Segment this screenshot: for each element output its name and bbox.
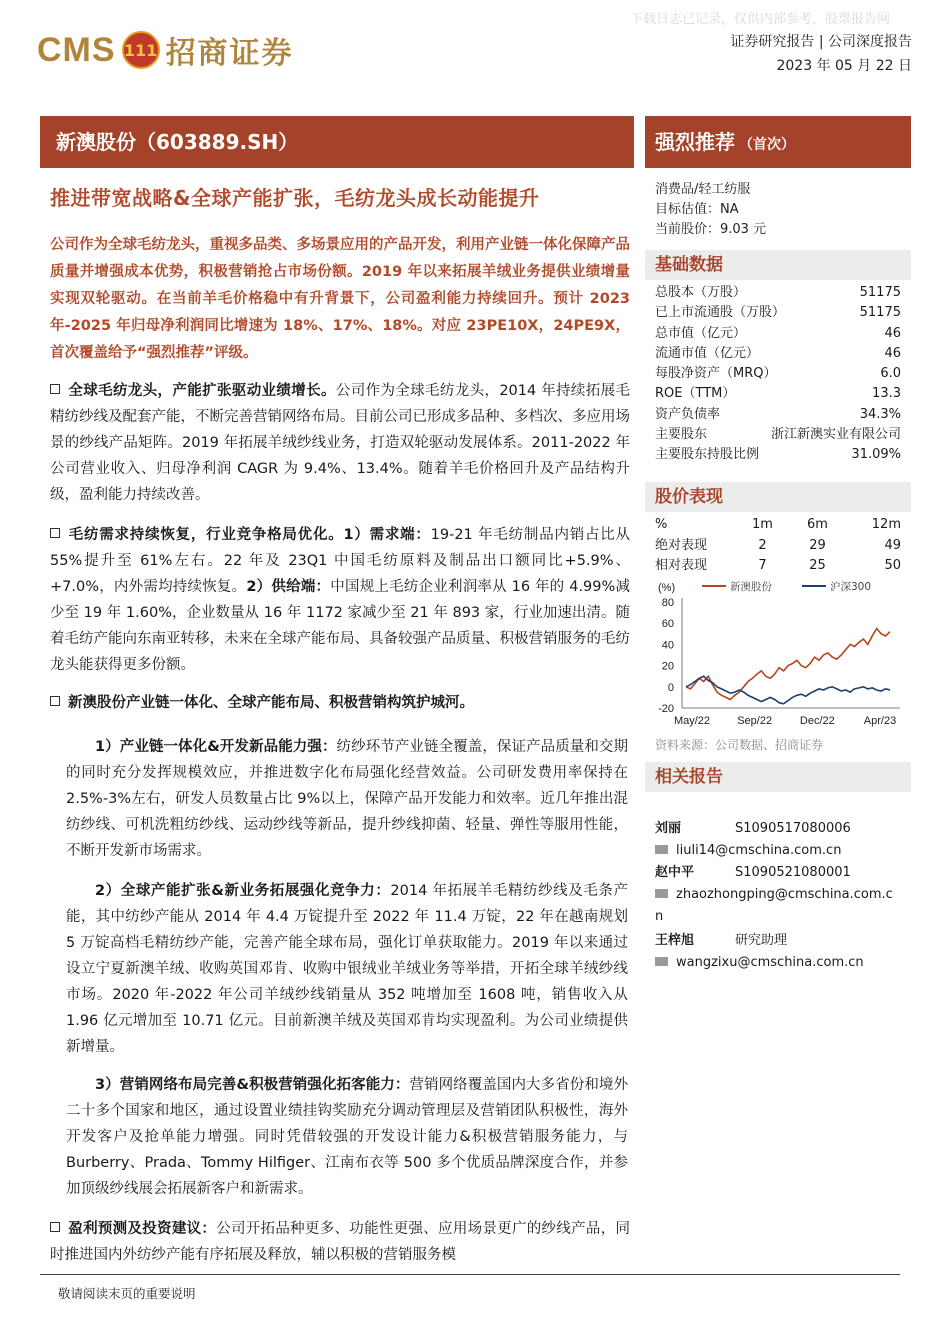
para-text: 纺纱环节产业链全覆盖，保证产品质量和交期的同时充分发挥规模效应，并推进数字化布局强化经营效益。公司研发费用率保持在 2.5%-3%左右，研发人员数量占比 9%以上，保障产品开发能力和效率。近几年推出混纺纱线、可机洗粗纺纱线、运动纱线等新品，提升纱线抑菌、轻量、弹性等服用性能，不断开发新市场需求。 bbox=[66, 739, 629, 859]
analyst-name: 刘丽 bbox=[655, 821, 682, 836]
table-cell: 50 bbox=[884, 558, 901, 573]
table-cell: 绝对表现 bbox=[655, 537, 708, 553]
bullet-head: 全球毛纺龙头，产能扩张驱动业绩增长。 bbox=[68, 383, 336, 399]
bullet-text: 公司作为全球毛纺龙头，2014 年持续拓展毛精纺纱线及配套产能，不断完善营销网络布局。目前公司已形成多品种、多档次、多应用场景的纱线产品矩阵。2019 年拓展羊绒纱线业务，打造双轮驱动发展体系。2011-2022 年公司营业收入、归母净利润 CAGR 为 9.4%、13.4%。随着羊毛价格回升及产品结构升级，盈利能力持续改善。 bbox=[50, 383, 630, 503]
kv-key: 主要股东 bbox=[655, 427, 708, 443]
legend-label: 新澳股份 bbox=[730, 581, 772, 593]
chart-source: 资料来源：公司数据、招商证券 bbox=[655, 738, 824, 752]
kv-key: 资产负债率 bbox=[655, 406, 721, 422]
basic-data-table bbox=[655, 283, 901, 466]
rating-note: （首次） bbox=[739, 137, 795, 153]
kv-value: 浙江新澳实业有限公司 bbox=[770, 427, 901, 443]
bullet-sub-head: 1）需求端： bbox=[343, 527, 431, 543]
logo-cms-text: CMS bbox=[37, 30, 116, 69]
sidebar-info bbox=[655, 180, 766, 240]
bullet-moat bbox=[50, 690, 630, 716]
analyst-role: 研究助理 bbox=[735, 933, 788, 948]
bullet-text: 中国规上毛纺企业利润率从 16 年的 4.99%减少至 19 年 1.60%，企业数量从 16 年 1172 家减少至 21 年 893 家，行业加速出清。随着毛纺产能向东南亚转移，未来在全球产能布局、具备较强产品质量、积极营销服务的毛纺龙头能获得更多份额。 bbox=[50, 579, 630, 673]
report-type: 证券研究报告 bbox=[730, 34, 815, 50]
report-summary: 公司作为全球毛纺龙头，重视多品类、多场景应用的产品开发，利用产业链一体化保障产品质量并增强成本优势，积极营销抢占市场份额。2019 年以来拓展羊绒业务提供业绩增量实现双轮驱动。在当前羊毛价格稳中有升背景下，公司盈利能力持续回升。预计 2023 年-2025 年归母净利润同比增速为 18%、17%、18%。对应 23PE10X，24PE9X，首次覆盖给予“强烈推荐”评级。 bbox=[50, 237, 630, 361]
analyst-email[interactable]: zhaozhongping@cmschina.com.cn bbox=[655, 887, 893, 924]
bullet-sub-head: 2）供给端： bbox=[246, 579, 331, 595]
price-performance-heading: 股价表现 bbox=[645, 482, 911, 512]
bullet-text: 19-21 年毛纺制品内销占比从 55%提升至 61%左右。22 年及 23Q1 中国毛纺原料及制品出口额同比+5.9%、+7.0%，内外需均持续恢复。 bbox=[50, 527, 630, 595]
table-row bbox=[655, 344, 901, 364]
table-cell: 29 bbox=[809, 537, 826, 553]
para-head: 1）产业链一体化&开发新品能力强： bbox=[95, 739, 337, 755]
report-date: 2023 年 05 月 22 日 bbox=[776, 58, 912, 74]
kv-value: 46 bbox=[884, 325, 901, 341]
y-tick-label: -20 bbox=[658, 703, 674, 715]
logo-badge-icon: 111 bbox=[122, 31, 160, 69]
analyst-id: S1090517080006 bbox=[735, 821, 851, 836]
current-price: 当前股价：9.03 元 bbox=[655, 222, 767, 237]
bullet-head: 盈利预测及投资建议： bbox=[68, 1221, 217, 1237]
para-text: 2014 年拓展羊毛精纺纱线及毛条产能，其中纺纱产能从 2014 年 4.4 万锭提升至 2022 年 11.4 万锭，22 年在越南规划 5 万锭高档毛精纺纱产能，完善产能全球布局，强化订单获取能力。2019 年以来通过设立宁夏新澳羊绒、收购英国邓肯、收购中银绒业羊绒业务等举措，开拓全球羊绒纱线市场。2020 年-2022 年公司羊绒纱线销量从 352 吨增加至 1608 吨，销售收入从 1.96 亿元增加至 10.71 亿元。目前新澳羊绒及英国邓肯均实现盈利。为公司业绩提供新增量。 bbox=[66, 883, 628, 1055]
kv-value: 6.0 bbox=[880, 366, 901, 382]
table-row bbox=[655, 303, 901, 323]
table-header-cell: 12m bbox=[871, 517, 901, 532]
table-header-cell: 6m bbox=[807, 517, 828, 532]
kv-value: 13.3 bbox=[872, 386, 901, 402]
company-logo bbox=[37, 30, 294, 70]
report-kind: 公司深度报告 bbox=[828, 34, 912, 50]
kv-key: 已上市流通股（万股） bbox=[655, 305, 786, 321]
table-row bbox=[655, 283, 901, 303]
kv-key: 每股净资产（MRQ） bbox=[655, 366, 777, 382]
y-axis-label: (%) bbox=[658, 582, 676, 594]
basic-data-heading: 基础数据 bbox=[645, 250, 911, 280]
kv-value: 51175 bbox=[859, 285, 901, 300]
stock-title-bar: 新澳股份（603889.SH） bbox=[40, 116, 634, 168]
table-row bbox=[655, 405, 901, 425]
bullet-head: 新澳股份产业链一体化、全球产能布局、积极营销构筑护城河。 bbox=[68, 695, 474, 711]
mail-icon bbox=[655, 889, 668, 898]
kv-value: 34.3% bbox=[859, 406, 901, 422]
table-row bbox=[655, 324, 901, 344]
analyst-id: S1090521080001 bbox=[735, 865, 851, 880]
x-tick-label: Dec/22 bbox=[799, 715, 835, 727]
x-tick-label: Sep/22 bbox=[737, 715, 773, 727]
bullet-demand bbox=[50, 522, 630, 678]
report-headline: 推进带宽战略&全球产能扩张，毛纺龙头成长动能提升 bbox=[50, 186, 540, 210]
para-integration bbox=[66, 734, 628, 864]
y-tick-label: 0 bbox=[667, 681, 674, 694]
related-reports-heading: 相关报告 bbox=[645, 762, 911, 792]
para-capacity bbox=[66, 878, 628, 1060]
bullet-text: 公司开拓品种更多、功能性更强、应用场景更广的纱线产品，同时推进国内外纺纱产能有序拓展及释放，辅以积极的营销服务模 bbox=[50, 1221, 631, 1263]
kv-key: 流通市值（亿元） bbox=[655, 345, 760, 361]
kv-value: 51175 bbox=[859, 305, 901, 321]
bullet-leader bbox=[50, 378, 630, 508]
kv-key: 总市值（亿元） bbox=[655, 325, 747, 341]
analyst-email[interactable]: wangzixu@cmschina.com.cn bbox=[676, 955, 864, 970]
checkbox-bullet-icon bbox=[50, 1222, 60, 1232]
rating-bar bbox=[645, 116, 911, 168]
para-text: 营销网络覆盖国内大多省份和境外二十多个国家和地区，通过设置业绩挂钩奖励充分调动管理层及营销团队积极性，海外开发客户及抢单能力增强。同时凭借较强的开发设计能力&积极营销服务能力，与 Burberry、Prada、Tommy Hilfiger、江南布衣等 500 多个优质品牌深度合作，并参加顶级纱线展会拓展新客户和新需求。 bbox=[66, 1077, 629, 1197]
table-cell: 7 bbox=[758, 558, 767, 573]
checkbox-bullet-icon bbox=[50, 528, 60, 538]
mail-icon bbox=[655, 957, 668, 966]
legend-label: 沪深300 bbox=[830, 581, 872, 593]
x-tick-label: May/22 bbox=[673, 715, 711, 727]
analyst-name: 王梓旭 bbox=[655, 933, 695, 948]
industry: 消费品/轻工纺服 bbox=[655, 182, 751, 197]
checkbox-bullet-icon bbox=[50, 384, 60, 394]
price-chart bbox=[650, 576, 906, 732]
analyst-name: 赵中平 bbox=[655, 865, 695, 880]
logo-cn-text: 招商证券 bbox=[165, 36, 294, 71]
report-header-meta: 证券研究报告 | 公司深度报告 2023 年 05 月 22 日 bbox=[730, 30, 912, 78]
x-tick-label: Apr/23 bbox=[863, 715, 897, 727]
para-head: 3）营销网络布局完善&积极营销强化拓客能力： bbox=[95, 1077, 410, 1093]
series-line bbox=[686, 629, 890, 700]
y-tick-label: 40 bbox=[661, 639, 674, 652]
table-row bbox=[655, 536, 901, 557]
kv-value: 46 bbox=[884, 345, 901, 361]
footer-divider bbox=[40, 1274, 900, 1275]
table-cell: 2 bbox=[758, 537, 767, 553]
table-row bbox=[655, 384, 901, 404]
y-tick-label: 80 bbox=[661, 597, 674, 609]
analyst-block bbox=[655, 818, 905, 974]
watermark-text: 下载日志已记录，仅供内部参考，股票报告网 bbox=[630, 12, 891, 27]
y-tick-label: 20 bbox=[661, 660, 674, 673]
footer-note: 敬请阅读末页的重要说明 bbox=[58, 1286, 196, 1301]
bullet-head: 毛纺需求持续恢复，行业竞争格局优化。 bbox=[68, 527, 344, 543]
table-row bbox=[655, 556, 901, 577]
table-header-cell: % bbox=[655, 517, 668, 532]
kv-key: 主要股东持股比例 bbox=[655, 447, 760, 463]
kv-value: 31.09% bbox=[851, 447, 901, 463]
kv-key: ROE（TTM） bbox=[655, 386, 736, 402]
checkbox-bullet-icon bbox=[50, 696, 60, 706]
table-header-cell: 1m bbox=[752, 517, 773, 532]
table-header-row bbox=[655, 515, 901, 536]
para-head: 2）全球产能扩张&新业务拓展强化竞争力： bbox=[95, 883, 391, 899]
para-marketing bbox=[66, 1072, 628, 1202]
mail-icon bbox=[655, 845, 668, 854]
kv-key: 总股本（万股） bbox=[655, 285, 747, 300]
table-cell: 25 bbox=[809, 558, 826, 573]
table-cell: 相对表现 bbox=[655, 558, 708, 573]
table-row bbox=[655, 445, 901, 465]
table-cell: 49 bbox=[884, 537, 901, 553]
analyst-email[interactable]: liuli14@cmschina.com.cn bbox=[676, 843, 842, 858]
bullet-forecast bbox=[50, 1216, 630, 1268]
performance-table bbox=[655, 515, 901, 577]
y-tick-label: 60 bbox=[661, 618, 674, 631]
table-row bbox=[655, 425, 901, 445]
target-valuation: 目标估值：NA bbox=[655, 202, 739, 217]
rating-label: 强烈推荐 bbox=[655, 130, 735, 154]
table-row bbox=[655, 364, 901, 384]
